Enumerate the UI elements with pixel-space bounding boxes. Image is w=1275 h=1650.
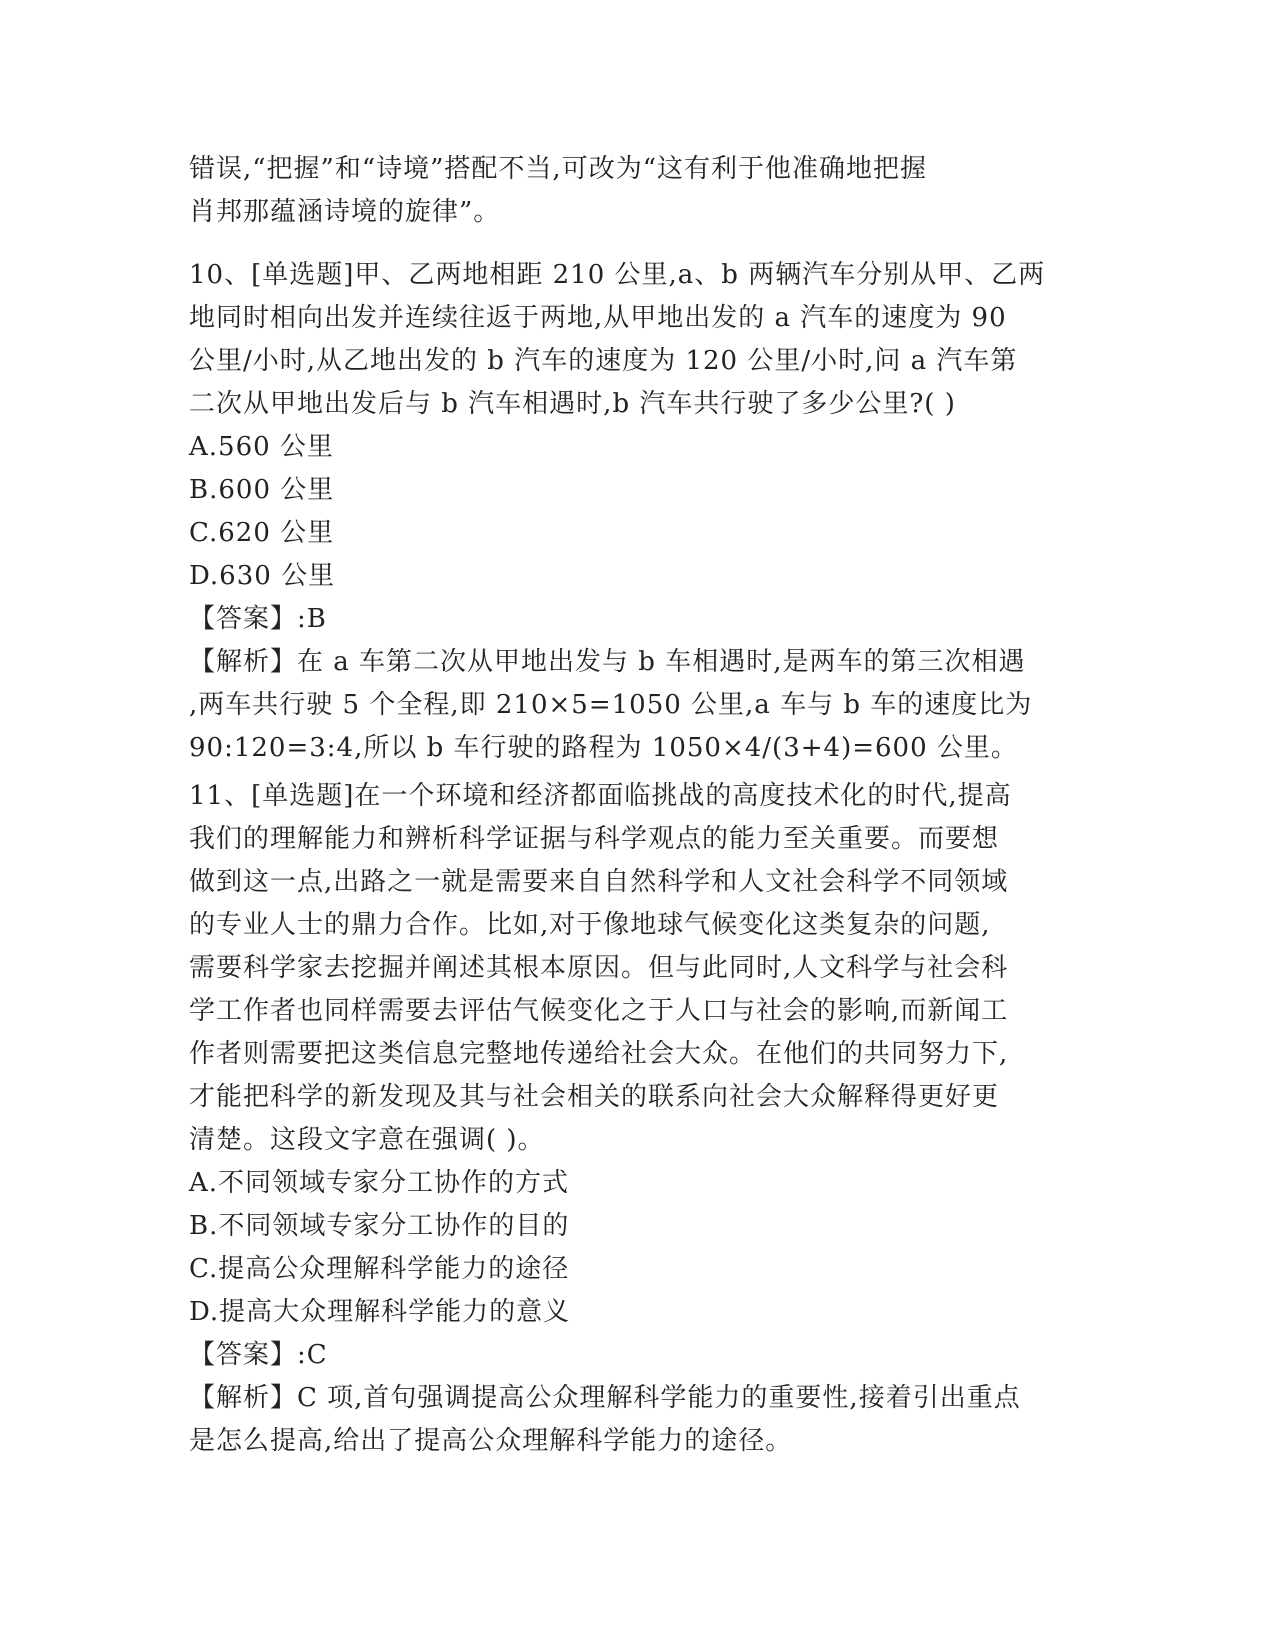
option-b: B.600 公里 (189, 475, 335, 505)
question-stem-line: 地同时相向出发并连续往返于两地,从甲地出发的 a 汽车的速度为 90 (189, 303, 1007, 333)
question-stem-line: 学工作者也同样需要去评估气候变化之于人口与社会的影响,而新闻工 (189, 996, 1009, 1026)
explanation-line: 是怎么提高,给出了提高公众理解科学能力的途径。 (189, 1426, 793, 1456)
explanation-line: 【解析】C 项,首句强调提高公众理解科学能力的重要性,接着引出重点 (189, 1383, 1021, 1413)
option-b: B.不同领域专家分工协作的目的 (189, 1211, 570, 1241)
question-11 (189, 775, 1089, 1463)
text-line: 错误,“把握”和“诗境”搭配不当,可改为“这有利于他准确地把握 (189, 154, 927, 184)
option-a: A.560 公里 (189, 432, 334, 462)
question-stem-line: 需要科学家去挖掘并阐述其根本原因。但与此同时,人文科学与社会科 (189, 953, 1009, 983)
question-stem-line: 作者则需要把这类信息完整地传递给社会大众。在他们的共同努力下, (189, 1039, 1009, 1069)
question-stem-line: 的专业人士的鼎力合作。比如,对于像地球气候变化这类复杂的问题, (189, 910, 991, 940)
option-d: D.630 公里 (189, 561, 336, 591)
question-stem-line: 我们的理解能力和辨析科学证据与科学观点的能力至关重要。而要想 (189, 824, 1000, 854)
option-c: C.提高公众理解科学能力的途径 (189, 1254, 570, 1284)
question-stem-line: 公里/小时,从乙地出发的 b 汽车的速度为 120 公里/小时,问 a 汽车第 (189, 346, 1018, 376)
question-stem-line: 才能把科学的新发现及其与社会相关的联系向社会大众解释得更好更 (189, 1082, 1000, 1112)
option-d: D.提高大众理解科学能力的意义 (189, 1297, 571, 1327)
previous-explanation-continued (189, 148, 1089, 234)
answer-line: 【答案】:C (189, 1340, 328, 1370)
explanation-line: ,两车共行驶 5 个全程,即 210×5=1050 公里,a 车与 b 车的速度比为 (189, 690, 1033, 720)
text-line: 肖邦那蕴涵诗境的旋律”。 (189, 197, 501, 227)
option-a: A.不同领域专家分工协作的方式 (189, 1168, 570, 1198)
answer-line: 【答案】:B (189, 604, 327, 634)
question-stem-line: 10、[单选题]甲、乙两地相距 210 公里,a、b 两辆汽车分别从甲、乙两 (189, 260, 1046, 290)
question-stem-line: 11、[单选题]在一个环境和经济都面临挑战的高度技术化的时代,提高 (189, 781, 1012, 811)
question-stem-line: 清楚。这段文字意在强调( )。 (189, 1125, 545, 1155)
question-10 (189, 254, 1089, 770)
question-stem-line: 二次从甲地出发后与 b 汽车相遇时,b 汽车共行驶了多少公里?( ) (189, 389, 956, 419)
option-c: C.620 公里 (189, 518, 335, 548)
explanation-line: 90:120=3:4,所以 b 车行驶的路程为 1050×4/(3+4)=600 公里。 (189, 733, 1018, 763)
explanation-line: 【解析】在 a 车第二次从甲地出发与 b 车相遇时,是两车的第三次相遇 (189, 647, 1026, 677)
question-stem-line: 做到这一点,出路之一就是需要来自自然科学和人文社会科学不同领域 (189, 867, 1009, 897)
